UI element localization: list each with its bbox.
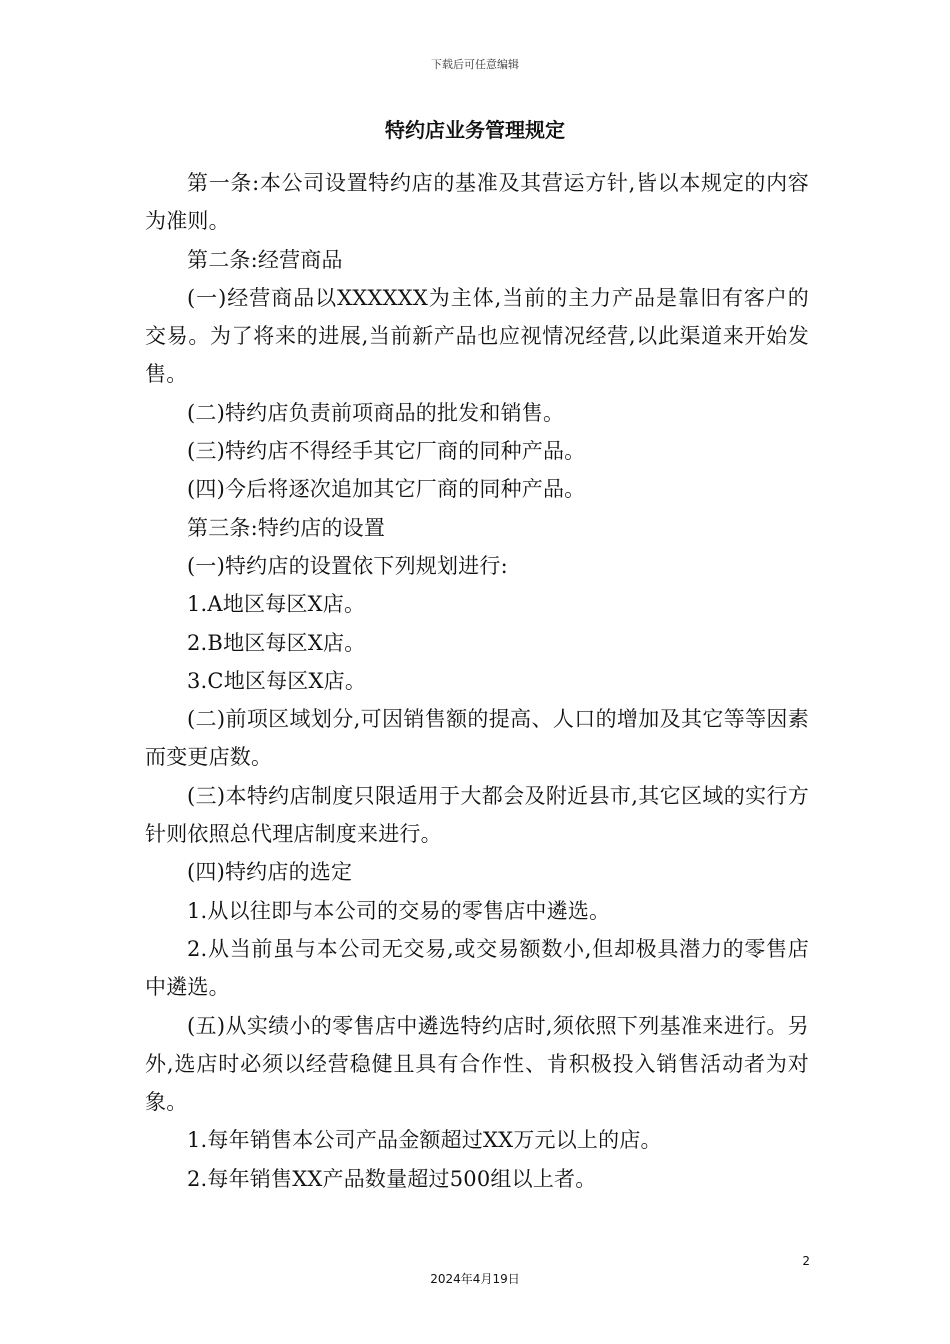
document-body <box>145 164 809 1198</box>
paragraph: (三)特约店不得经手其它厂商的同种产品。 <box>187 439 586 464</box>
paragraph: (一)特约店的设置依下列规划进行: <box>187 553 508 578</box>
header-note: 下载后可任意编辑 <box>431 58 519 71</box>
paragraph: (四)特约店的选定 <box>187 860 353 885</box>
document-title: 特约店业务管理规定 <box>385 118 565 142</box>
paragraph: 2.B地区每区X店。 <box>187 630 366 655</box>
paragraph: 1.A地区每区X店。 <box>187 592 366 617</box>
paragraph: 3.C地区每区X店。 <box>187 668 367 693</box>
paragraph: (三)本特约店制度只限适用于大都会及附近县市,其它区域的实行方针则依照总代理店制度来进行。 <box>145 783 809 847</box>
page-number: 2 <box>802 1254 810 1268</box>
paragraph: 第二条:经营商品 <box>187 247 343 272</box>
paragraph: 2.从当前虽与本公司无交易,或交易额数小,但却极具潜力的零售店中遴选。 <box>145 936 809 1000</box>
paragraph: 第三条:特约店的设置 <box>187 515 386 540</box>
paragraph: (四)今后将逐次追加其它厂商的同种产品。 <box>187 477 586 502</box>
paragraph: 2.每年销售XX产品数量超过500组以上者。 <box>187 1166 597 1191</box>
paragraph: (一)经营商品以XXXXXX为主体,当前的主力产品是靠旧有客户的交易。为了将来的进展,当前新产品也应视情况经营,以此渠道来开始发售。 <box>145 285 809 387</box>
paragraph: (二)前项区域划分,可因销售额的提高、人口的增加及其它等等因素而变更店数。 <box>145 707 809 770</box>
paragraph: 1.从以往即与本公司的交易的零售店中遴选。 <box>187 898 611 923</box>
paragraph: (五)从实绩小的零售店中遴选特约店时,须依照下列基准来进行。另外,选店时必须以经营稳健且具有合作性、肯积极投入销售活动者为对象。 <box>145 1013 809 1115</box>
paragraph: 1.每年销售本公司产品金额超过XX万元以上的店。 <box>187 1128 662 1153</box>
footer-date: 2024年4月19日 <box>430 1272 520 1286</box>
paragraph: 第一条:本公司设置特约店的基准及其营运方针,皆以本规定的内容为准则。 <box>145 171 809 234</box>
paragraph: (二)特约店负责前项商品的批发和销售。 <box>187 400 565 425</box>
